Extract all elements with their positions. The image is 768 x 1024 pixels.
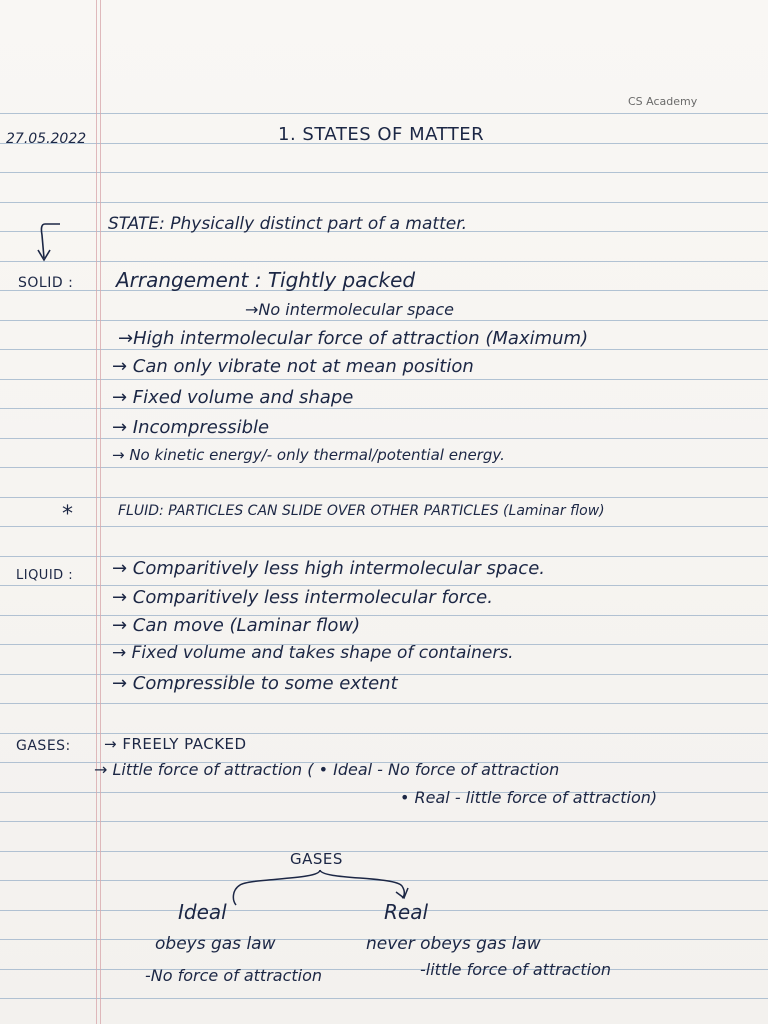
diagram-right-line: -little force of attraction [420, 960, 611, 979]
diagram-right-name: Real [384, 900, 429, 924]
solid-line: → Incompressible [112, 417, 270, 438]
diagram-right-line: never obeys gas law [366, 934, 541, 954]
gases-line: → FREELY PACKED [104, 735, 247, 753]
diagram-left-line: -No force of attraction [145, 966, 323, 985]
liquid-line: → Comparitively less intermolecular force. [112, 587, 493, 608]
gases-line: → Little force of attraction ( • Ideal - No force of attraction [94, 760, 560, 779]
solid-label: SOLID : [18, 275, 74, 291]
state-definition: STATE: Physically distinct part of a matter. [108, 214, 468, 234]
brand-watermark: CS Academy [628, 95, 698, 108]
diagram-root: GASES [290, 850, 343, 868]
solid-line: → Can only vibrate not at mean position [112, 356, 474, 377]
solid-line: → Fixed volume and shape [112, 387, 354, 408]
gases-label: GASES: [16, 738, 71, 754]
diagram-left-name: Ideal [178, 900, 227, 924]
page-title: 1. STATES OF MATTER [278, 124, 485, 145]
solid-line: Arrangement : Tightly packed [116, 268, 416, 292]
liquid-line: → Compressible to some extent [112, 673, 398, 694]
gases-line: • Real - little force of attraction) [400, 788, 658, 807]
diagram-left-line: obeys gas law [155, 934, 276, 954]
liquid-label: LIQUID : [16, 568, 74, 583]
fluid-definition: FLUID: PARTICLES CAN SLIDE OVER OTHER PARTICLES (Laminar flow) [118, 503, 605, 519]
liquid-line: → Fixed volume and takes shape of containers. [112, 643, 514, 663]
liquid-line: → Can move (Laminar flow) [112, 615, 361, 636]
solid-line: →High intermolecular force of attraction (Maximum) [118, 328, 589, 349]
solid-line: → No kinetic energy/- only thermal/potential energy. [112, 446, 505, 464]
liquid-line: → Comparitively less high intermolecular space. [112, 558, 546, 579]
date: 27.05.2022 [6, 131, 87, 147]
fluid-marker: * [62, 502, 74, 527]
solid-line: →No intermolecular space [245, 300, 454, 319]
